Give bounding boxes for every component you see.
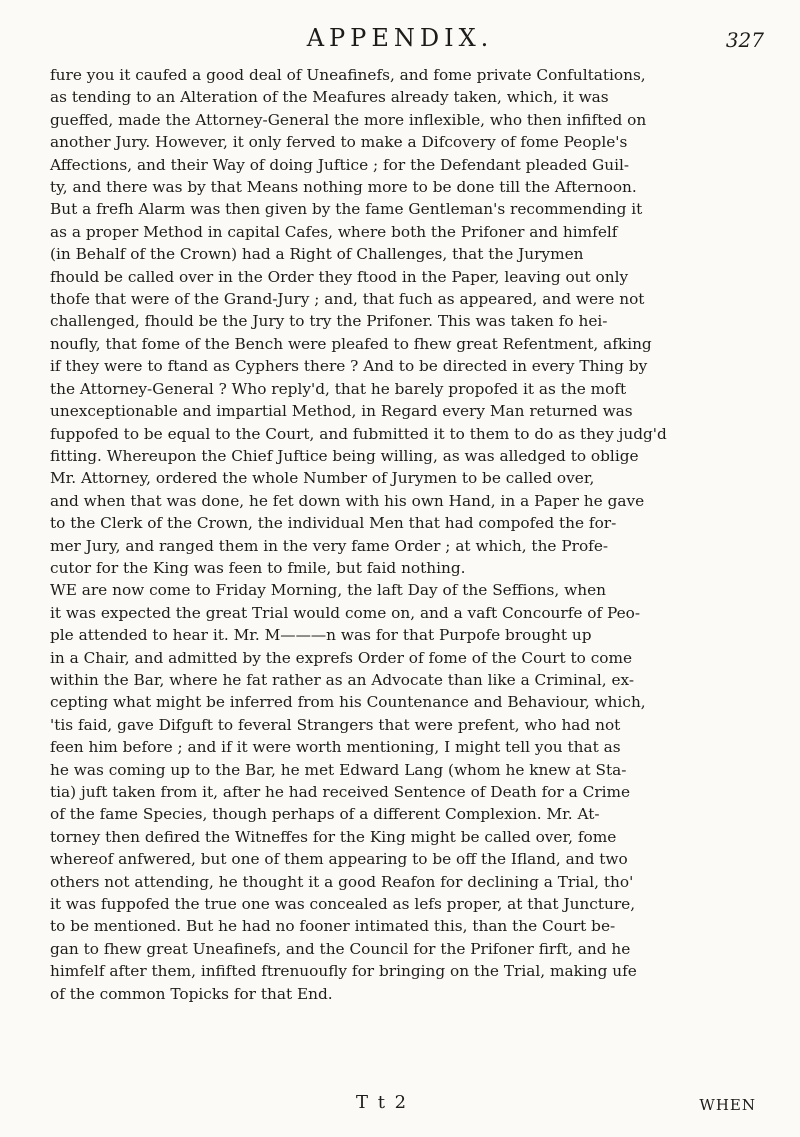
text-line: challenged, fhould be the Jury to try the Prifoner. This was taken fo hei- bbox=[50, 312, 608, 331]
text-line: fure you it caufed a good deal of Uneafinefs, and fome private Confultations, bbox=[50, 66, 646, 84]
text-line: cepting what might be inferred from his Countenance and Behaviour, which, bbox=[50, 693, 646, 712]
signature-mark: T t 2 bbox=[356, 1092, 409, 1113]
text-line: unexceptionable and impartial Method, in Regard every Man returned was bbox=[50, 402, 633, 421]
page-number: 327 bbox=[725, 28, 764, 52]
text-line: the Attorney-General ? Who reply'd, that he barely propofed it as the moft bbox=[50, 379, 627, 398]
text-line: thofe that were of the Grand-Jury ; and, that fuch as appeared, and were not bbox=[50, 290, 645, 309]
text-line: Affections, and their Way of doing Juftice ; for the Defendant pleaded Guil- bbox=[50, 155, 630, 174]
text-line: tia) juft taken from it, after he had received Sentence of Death for a Crime bbox=[50, 783, 631, 801]
text-line: as tending to an Alteration of the Meafures already taken, which, it was bbox=[50, 88, 609, 107]
text-line: he was coming up to the Bar, he met Edward Lang (whom he knew at Sta- bbox=[50, 760, 627, 779]
text-line: 'tis faid, gave Difguft to feveral Strangers that were prefent, who had not bbox=[50, 715, 621, 734]
text-line: fitting. Whereupon the Chief Juftice being willing, as was alledged to oblige bbox=[50, 446, 639, 465]
text-line: fhould be called over in the Order they ftood in the Paper, leaving out only bbox=[50, 267, 629, 286]
text-line: WE are now come to Friday Morning, the laft Day of the Seffions, when bbox=[50, 581, 606, 600]
running-head: APPENDIX. bbox=[306, 24, 494, 52]
text-line: himfelf after them, infifted ftrenuoufly for bringing on the Trial, making ufe bbox=[50, 962, 637, 981]
body-text bbox=[50, 64, 760, 1005]
text-line: if they were to ftand as Cyphers there ? And to be directed in every Thing by bbox=[50, 357, 648, 376]
text-line: cutor for the King was feen to fmile, but faid nothing. bbox=[50, 558, 466, 577]
text-line: gan to fhew great Uneafinefs, and the Council for the Prifoner firft, and he bbox=[50, 939, 631, 958]
text-line: noufly, that fome of the Bench were pleafed to fhew great Refentment, afking bbox=[50, 334, 652, 353]
text-line: gueffed, made the Attorney-General the more inflexible, who then infifted on bbox=[50, 110, 647, 129]
text-line: Mr. Attorney, ordered the whole Number of Jurymen to be called over, bbox=[50, 469, 595, 488]
text-line: mer Jury, and ranged them in the very fame Order ; at which, the Profe- bbox=[50, 536, 609, 555]
page-header bbox=[0, 20, 800, 60]
catchword: WHEN bbox=[699, 1096, 756, 1114]
text-line: to the Clerk of the Crown, the individual Men that had compofed the for- bbox=[50, 514, 617, 533]
text-line: But a frefh Alarm was then given by the fame Gentleman's recommending it bbox=[50, 200, 643, 219]
text-line: to be mentioned. But he had no fooner intimated this, than the Court be- bbox=[50, 917, 616, 936]
text-line: within the Bar, where he fat rather as an Advocate than like a Criminal, ex- bbox=[50, 670, 635, 689]
text-line: others not attending, he thought it a good Reafon for declining a Trial, tho' bbox=[50, 872, 634, 891]
text-line: fuppofed to be equal to the Court, and fubmitted it to them to do as they judg'd bbox=[50, 424, 667, 443]
page-footer bbox=[0, 1092, 800, 1122]
text-line: as a proper Method in capital Cafes, where both the Prifoner and himfelf bbox=[50, 222, 618, 241]
text-line: feen him before ; and if it were worth mentioning, I might tell you that as bbox=[50, 738, 621, 757]
text-line: of the common Topicks for that End. bbox=[50, 984, 333, 1003]
text-line: ty, and there was by that Means nothing more to be done till the Afternoon. bbox=[50, 178, 637, 197]
text-line: another Jury. However, it only ferved to make a Difcovery of fome People's bbox=[50, 133, 628, 152]
text-line: in a Chair, and admitted by the exprefs Order of fome of the Court to come bbox=[50, 648, 633, 667]
text-line: whereof anfwered, but one of them appearing to be off the Ifland, and two bbox=[50, 850, 628, 869]
text-line: torney then defired the Witneffes for the King might be called over, fome bbox=[50, 827, 617, 846]
text-line: it was fuppofed the true one was concealed as lefs proper, at that Juncture, bbox=[50, 895, 636, 914]
text-line: ple attended to hear it. Mr. M———n was for that Purpofe brought up bbox=[50, 626, 592, 645]
text-line: of the fame Species, though perhaps of a different Complexion. Mr. At- bbox=[50, 805, 600, 824]
text-line: it was expected the great Trial would come on, and a vaft Concourfe of Peo- bbox=[50, 603, 641, 622]
text-line: and when that was done, he fet down with his own Hand, in a Paper he gave bbox=[50, 491, 645, 510]
text-line: (in Behalf of the Crown) had a Right of Challenges, that the Jurymen bbox=[50, 245, 584, 264]
